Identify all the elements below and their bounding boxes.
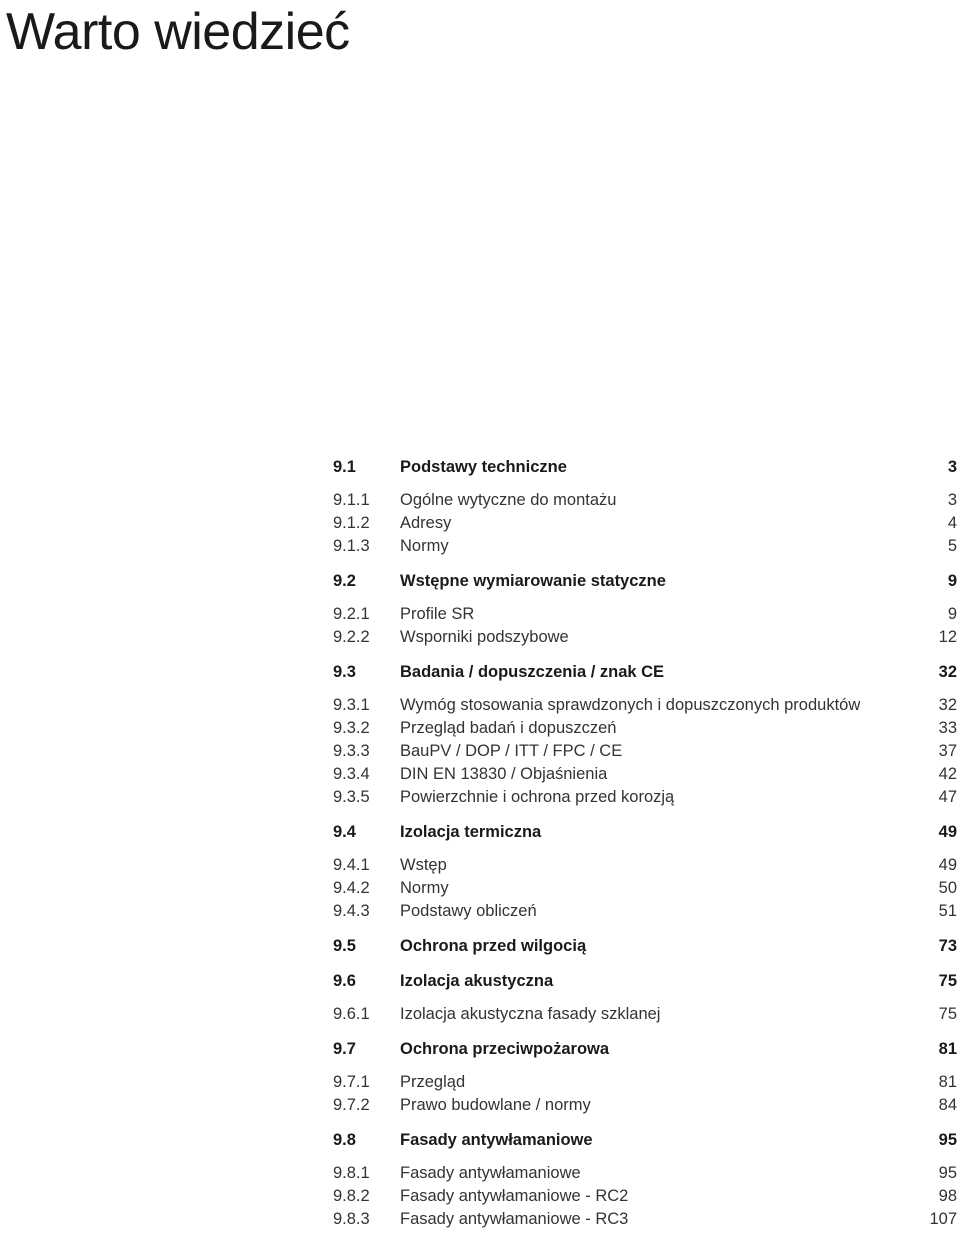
toc-entry[interactable] [333, 786, 957, 809]
toc-section-title: Podstawy techniczne [400, 458, 567, 476]
toc-entry-title: BauPV / DOP / ITT / FPC / CE [400, 742, 623, 760]
toc-section [333, 1037, 957, 1117]
toc-entry-page: 33 [938, 719, 957, 737]
toc-section-number: 9.8 [333, 1131, 356, 1149]
toc-section-heading[interactable] [333, 1128, 957, 1152]
toc-entry-title: Normy [400, 537, 449, 555]
toc-section-number: 9.3 [333, 663, 356, 681]
toc-section-number: 9.2 [333, 572, 356, 590]
toc-section [333, 820, 957, 923]
toc-entry[interactable] [333, 877, 957, 900]
toc-entry-title: Fasady antywłamaniowe - RC3 [400, 1210, 629, 1228]
toc-section-heading[interactable] [333, 569, 957, 593]
toc-entry-page: 32 [938, 696, 957, 714]
toc-section-number: 9.5 [333, 937, 356, 955]
toc-section [333, 1128, 957, 1231]
toc-section-title: Wstępne wymiarowanie statyczne [400, 572, 666, 590]
toc-entry-page: 95 [938, 1164, 957, 1182]
toc-section [333, 455, 957, 558]
toc-entry[interactable] [333, 854, 957, 877]
toc-entry-title: Przegląd badań i dopuszczeń [400, 719, 617, 737]
toc-entry-number: 9.3.3 [333, 742, 370, 760]
toc-entry-number: 9.3.4 [333, 765, 370, 783]
toc-entry-title: Wstęp [400, 856, 447, 874]
toc-entry-page: 9 [947, 605, 957, 623]
toc-entry-page: 107 [929, 1210, 957, 1228]
toc-entry-number: 9.4.2 [333, 879, 370, 897]
toc-entry-page: 75 [938, 1005, 957, 1023]
toc-entry-page: 47 [938, 788, 957, 806]
toc-entry-page: 51 [938, 902, 957, 920]
toc-entry-title: Wsporniki podszybowe [400, 628, 569, 646]
toc-section-page: 73 [938, 937, 957, 955]
toc-entry-number: 9.8.2 [333, 1187, 370, 1205]
toc-entry-page: 12 [938, 628, 957, 646]
toc-entry-number: 9.3.5 [333, 788, 370, 806]
toc-entry-number: 9.2.2 [333, 628, 370, 646]
toc-entry-title: Izolacja akustyczna fasady szklanej [400, 1005, 661, 1023]
toc-section-title: Badania / dopuszczenia / znak CE [400, 663, 665, 681]
toc-entry[interactable] [333, 1185, 957, 1208]
toc-section-heading[interactable] [333, 934, 957, 958]
toc-entry-page: 98 [938, 1187, 957, 1205]
toc-entry-number: 9.8.1 [333, 1164, 370, 1182]
toc-entry-page: 5 [947, 537, 957, 555]
toc-section-heading[interactable] [333, 660, 957, 684]
toc-section-heading[interactable] [333, 969, 957, 993]
toc-entry-title: Ogólne wytyczne do montażu [400, 491, 617, 509]
toc-entry-number: 9.3.1 [333, 696, 370, 714]
toc-entry-page: 3 [947, 491, 957, 509]
toc-entry-title: Profile SR [400, 605, 475, 623]
toc-entry-page: 49 [938, 856, 957, 874]
toc-entry-page: 50 [938, 879, 957, 897]
toc-entry-title: Powierzchnie i ochrona przed korozją [400, 788, 675, 806]
toc-entry[interactable] [333, 489, 957, 512]
toc-entry-number: 9.1.2 [333, 514, 370, 532]
toc-section [333, 969, 957, 1026]
toc-section-page: 95 [938, 1131, 957, 1149]
toc-section-title: Ochrona przed wilgocią [400, 937, 587, 955]
toc-entry-number: 9.7.2 [333, 1096, 370, 1114]
toc-entry-page: 37 [938, 742, 957, 760]
toc-section-page: 81 [938, 1040, 957, 1058]
toc-section-page: 75 [938, 972, 957, 990]
toc-section-title: Fasady antywłamaniowe [400, 1131, 593, 1149]
toc-entry[interactable] [333, 900, 957, 923]
page-title: Warto wiedzieć [6, 3, 350, 61]
toc-entry-number: 9.1.1 [333, 491, 370, 509]
toc-section-heading[interactable] [333, 820, 957, 844]
toc-entry[interactable] [333, 763, 957, 786]
toc-section-page: 3 [947, 458, 957, 476]
toc-section [333, 934, 957, 958]
toc-section-title: Izolacja akustyczna [400, 972, 554, 990]
table-of-contents [333, 455, 957, 1242]
toc-entry[interactable] [333, 1094, 957, 1117]
toc-section-page: 9 [947, 572, 957, 590]
toc-entry-title: Fasady antywłamaniowe [400, 1164, 581, 1182]
toc-section-number: 9.7 [333, 1040, 356, 1058]
toc-entry-title: Prawo budowlane / normy [400, 1096, 591, 1114]
toc-entry[interactable] [333, 1208, 957, 1231]
toc-entry-title: Przegląd [400, 1073, 466, 1091]
toc-entry-page: 81 [938, 1073, 957, 1091]
toc-entry[interactable] [333, 535, 957, 558]
toc-entry-title: DIN EN 13830 / Objaśnienia [400, 765, 608, 783]
toc-section-heading[interactable] [333, 455, 957, 479]
toc-section-title: Ochrona przeciwpożarowa [400, 1040, 610, 1058]
toc-entry[interactable] [333, 1071, 957, 1094]
toc-entry-page: 84 [938, 1096, 957, 1114]
toc-entry-number: 9.4.3 [333, 902, 370, 920]
toc-entry[interactable] [333, 512, 957, 535]
toc-entry[interactable] [333, 626, 957, 649]
toc-entry-number: 9.6.1 [333, 1005, 370, 1023]
toc-section-number: 9.1 [333, 458, 356, 476]
toc-section-heading[interactable] [333, 1037, 957, 1061]
toc-entry-number: 9.2.1 [333, 605, 370, 623]
toc-entry[interactable] [333, 603, 957, 626]
toc-entry-title: Fasady antywłamaniowe - RC2 [400, 1187, 629, 1205]
toc-entry-number: 9.8.3 [333, 1210, 370, 1228]
toc-entry-number: 9.4.1 [333, 856, 370, 874]
toc-section-number: 9.4 [333, 823, 356, 841]
toc-entry-title: Wymóg stosowania sprawdzonych i dopuszczonych produktów [400, 696, 861, 714]
toc-entry[interactable] [333, 1162, 957, 1185]
toc-entry[interactable] [333, 740, 957, 763]
toc-section-number: 9.6 [333, 972, 356, 990]
toc-entry-page: 4 [947, 514, 957, 532]
toc-entry-number: 9.3.2 [333, 719, 370, 737]
toc-entry[interactable] [333, 1003, 957, 1026]
toc-section [333, 660, 957, 809]
toc-entry[interactable] [333, 717, 957, 740]
toc-entry-title: Normy [400, 879, 449, 897]
toc-entry-title: Podstawy obliczeń [400, 902, 537, 920]
toc-entry-page: 42 [938, 765, 957, 783]
toc-entry-number: 9.7.1 [333, 1073, 370, 1091]
toc-section [333, 569, 957, 649]
toc-section-page: 49 [938, 823, 957, 841]
toc-section-page: 32 [938, 663, 957, 681]
toc-entry-title: Adresy [400, 514, 452, 532]
toc-entry-number: 9.1.3 [333, 537, 370, 555]
toc-section-title: Izolacja termiczna [400, 823, 542, 841]
toc-entry[interactable] [333, 694, 957, 717]
